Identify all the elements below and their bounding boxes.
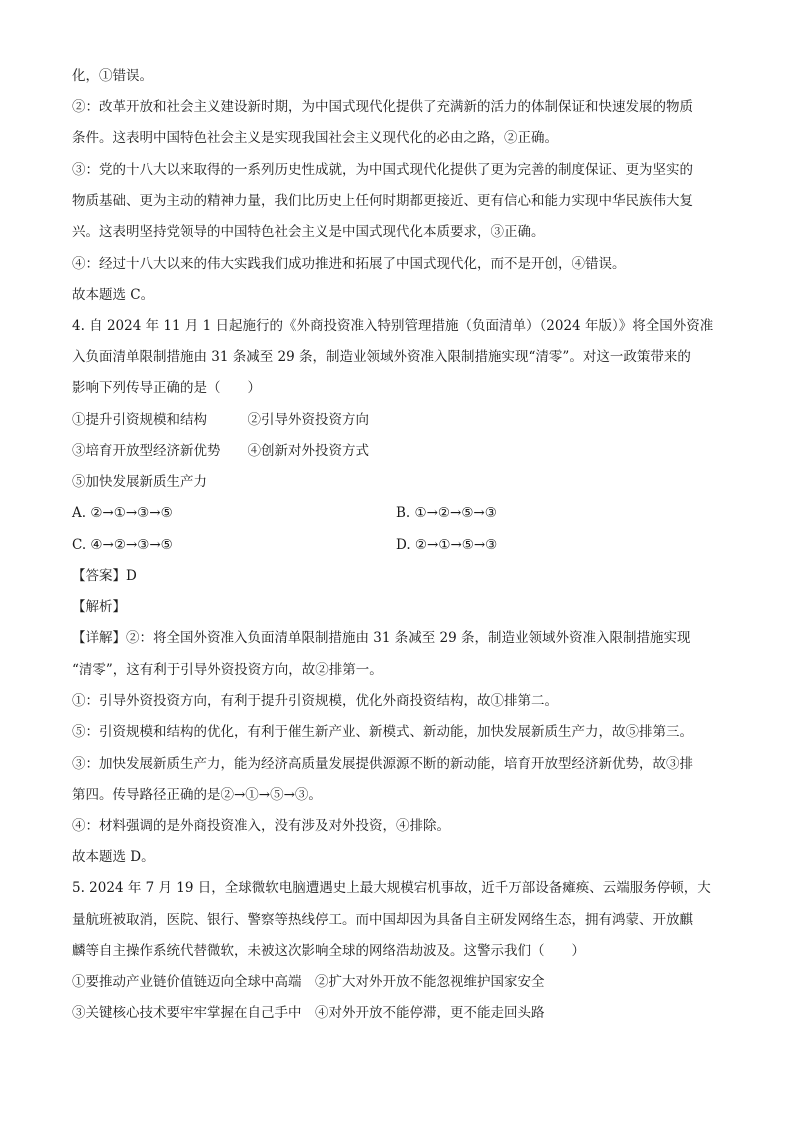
text-line: 兴。这表明坚持党领导的中国特色社会主义是中国式现代化本质要求，③正确。 [72,224,545,240]
question-4-item: ①提升引资规模和结构 ②引导外资投资方向 [72,412,369,428]
question-5-stem: 麟等自主操作系统代替微软，未被这次影响全球的网络浩劫波及。这警示我们（ ） [72,943,585,959]
detail-text: ②：将全国外资准入负面清单限制措施由 31 条减至 29 条，制造业领域外资准入限制措施实现 [126,630,691,646]
answer-tag: 【答案】 [72,568,126,584]
question-5-item: ①要推动产业链价值链迈向全球中高端 ②扩大对外开放不能忽视维护国家安全 [72,974,545,990]
question-4-item: ③培育开放型经济新优势 ④创新对外投资方式 [72,443,369,459]
detail-line [72,628,691,648]
option-b: B. ①→②→⑤→③ [396,505,497,521]
detail-tag: 【详解】 [72,630,126,646]
text-line: 物质基础、更为主动的精神力量，我们比历史上任何时期都更接近、更有信心和能力实现中华民族伟大复 [72,193,693,209]
text-line: ④：材料强调的是外商投资准入，没有涉及对外投资，④排除。 [72,818,450,834]
question-4-stem: 影响下列传导正确的是（ ） [72,380,261,396]
question-4-stem: 入负面清单限制措施由 31 条减至 29 条，制造业领域外资准入限制措施实现“清零”。对这一政策带来的 [72,349,691,365]
text-line: ③：党的十八大以来取得的一系列历史性成就，为中国式现代化提供了更为完善的制度保证、更为坚实的 [72,162,693,178]
analysis-tag: 【解析】 [72,599,126,615]
text-line: 故本题选 C。 [72,287,155,303]
question-5-item: ③关键核心技术要牢牢掌握在自己手中 ④对外开放不能停滞，更不能走回头路 [72,1005,545,1021]
text-line: 故本题选 D。 [72,849,155,865]
answer-value: D [126,568,137,584]
question-4-item: ⑤加快发展新质生产力 [72,474,207,490]
text-line: ①：引导外资投资方向，有利于提升引资规模，优化外商投资结构，故①排第二。 [72,693,558,709]
text-line: 化，①错误。 [72,68,153,84]
text-line: ②：改革开放和社会主义建设新时期，为中国式现代化提供了充满新的活力的体制保证和快速发展的物质 [72,99,693,115]
question-5-stem: 5. 2024 年 7 月 19 日，全球微软电脑遭遇史上最大规模宕机事故，近千万部设备瘫痪、云端服务停顿，大 [72,880,711,896]
answer-line [72,566,137,586]
text-line: “清零”，这有利于引导外资投资方向，故②排第一。 [72,662,383,678]
question-4-stem: 4. 自 2024 年 11 月 1 日起施行的《外商投资准入特别管理措施（负面清单）（2024 年版）》将全国外资准 [72,318,714,334]
text-line: ③：加快发展新质生产力，能为经济高质量发展提供源源不断的新动能，培育开放型经济新优势，故③排 [72,756,693,772]
text-line: ⑤：引资规模和结构的优化，有利于催生新产业、新模式、新动能，加快发展新质生产力，故⑤排第三。 [72,724,693,740]
option-a: A. ②→①→③→⑤ [72,505,173,521]
text-line: 条件。这表明中国特色社会主义是实现我国社会主义现代化的必由之路，②正确。 [72,130,558,146]
text-line: ④：经过十八大以来的伟大实践我们成功推进和拓展了中国式现代化，而不是开创，④错误。 [72,256,626,272]
option-d: D. ②→①→⑤→③ [396,537,498,553]
option-c: C. ④→②→③→⑤ [72,537,173,553]
question-5-stem: 量航班被取消，医院、银行、警察等热线停工。而中国却因为具备自主研发网络生态，拥有鸿蒙、开放麒 [72,912,693,928]
text-line: 第四。传导路径正确的是②→①→⑤→③。 [72,787,322,803]
